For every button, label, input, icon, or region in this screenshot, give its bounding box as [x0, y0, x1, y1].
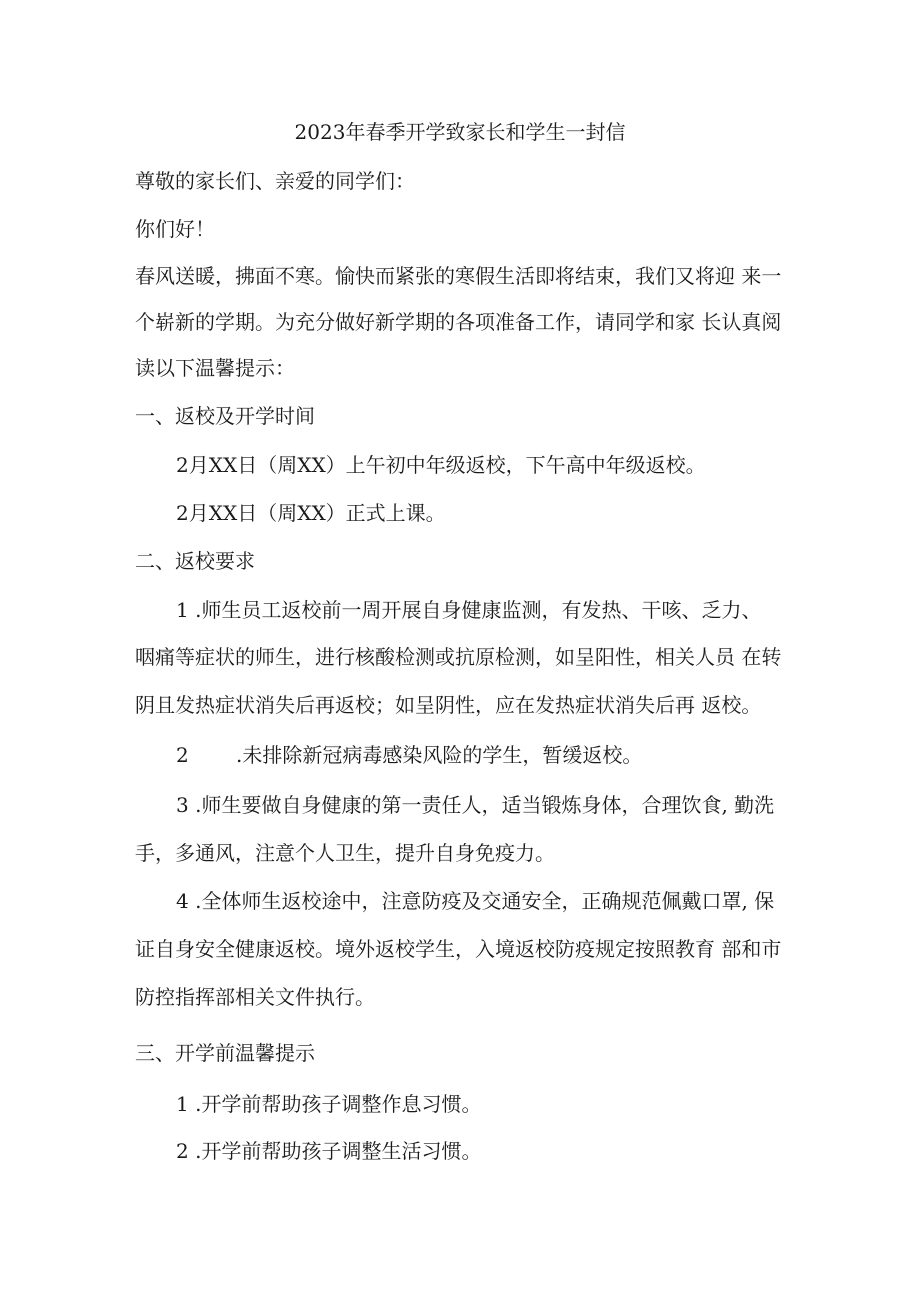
section2-item1-line: 阴且发热症状消失后再返校；如呈阴性，应在发热症状消失后再 返校。 [135, 693, 762, 717]
section1-line: 2月XX日（周XX）上午初中年级返校，下午高中年级返校。 [176, 453, 706, 477]
document-title: 2023年春季开学致家长和学生一封信 [294, 120, 626, 144]
section2-item2-number: 2 [176, 743, 189, 767]
section2-item4-line: 4 .全体师生返校途中，注意防疫及交通安全，正确规范佩戴口罩, 保 [176, 889, 775, 913]
section1-line: 2月XX日（周XX）正式上课。 [176, 501, 446, 525]
section2-item4-line: 防控指挥部相关文件执行。 [135, 985, 375, 1009]
section3-line: 2 .开学前帮助孩子调整生活习惯。 [176, 1139, 482, 1163]
intro-line: 读以下温馨提示： [135, 356, 295, 380]
intro-line: 个崭新的学期。为充分做好新学期的各项准备工作，请同学和家 长认真阅 [135, 310, 782, 334]
intro-line: 春风送暖，拂面不寒。愉快而紧张的寒假生活即将结束，我们又将迎 来一 [135, 264, 782, 288]
section2-item2-text: .未排除新冠病毒感染风险的学生，暂缓返校。 [236, 743, 643, 767]
section2-item2 [176, 741, 796, 769]
section3-line: 1 .开学前帮助孩子调整作息习惯。 [176, 1092, 482, 1116]
greeting: 你们好！ [135, 217, 215, 241]
section-heading-1: 一、返校及开学时间 [135, 404, 315, 428]
section2-item1-line: 咽痛等症状的师生，进行核酸检测或抗原检测，如呈阳性，相关人员 在转 [135, 645, 782, 669]
section-heading-2: 二、返校要求 [135, 549, 255, 573]
section2-item4-line: 证自身安全健康返校。境外返校学生，入境返校防疫规定按照教育 部和市 [135, 937, 782, 961]
section-heading-3: 三、开学前温馨提示 [135, 1041, 315, 1065]
section2-item1-line: 1 .师生员工返校前一周开展自身健康监测，有发热、干咳、乏力、 [176, 598, 762, 622]
section2-item3-line: 手，多通风，注意个人卫生，提升自身免疫力。 [135, 841, 555, 865]
salutation: 尊敬的家长们、亲爱的同学们： [135, 169, 415, 193]
section2-item3-line: 3 .师生要做自身健康的第一责任人，适当锻炼身体，合理饮食, 勤洗 [176, 793, 775, 817]
